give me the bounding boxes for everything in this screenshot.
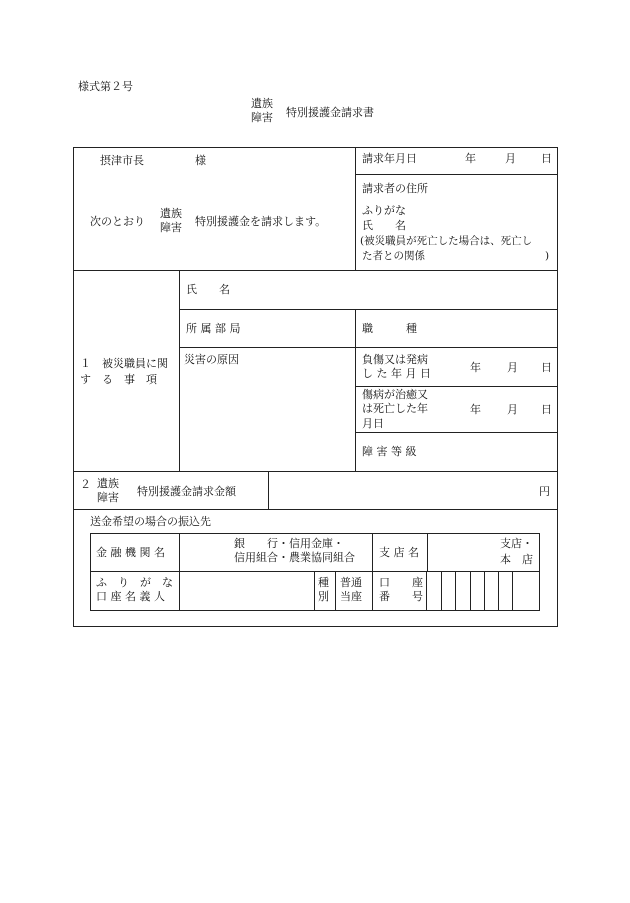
cure-death-month[interactable]: 月 [507,403,518,416]
claim-date-day[interactable]: 日 [541,152,552,165]
request-prefix: 次のとおり [90,215,145,228]
page-title: 特別援護金請求書 [286,106,374,119]
form-number: 様式第２号 [78,80,133,93]
bank-type-options[interactable]: 銀 行・信用金庫・ 信用組合・農業協同組合 [234,537,355,565]
branch-type-2[interactable]: 本 店 [500,553,533,566]
amount-options [97,477,119,506]
claimant-address-label[interactable]: 請求者の住所 [362,182,428,195]
amount-unit[interactable]: 円 [539,485,550,498]
injury-date-label: 負傷又は発病 し た 年 月 日 [362,353,431,381]
request-option-bereaved: 遺族 [160,207,182,220]
disability-grade-label[interactable]: 障 害 等 級 [362,445,417,458]
addressee: 摂津市長 [100,154,144,167]
amount-option-bereaved: 遺族 [97,477,119,490]
claimant-furigana-label[interactable]: ふりがな [362,204,406,217]
injury-date-month[interactable]: 月 [507,361,518,374]
relation-note-line1: (被災職員が死亡した場合は、死亡し [360,235,533,247]
claim-date-label: 請求年月日 [362,152,417,165]
victim-name-label[interactable]: 氏 名 [186,283,230,296]
bank-section-label: 送金希望の場合の振込先 [90,515,211,528]
injury-date-year[interactable]: 年 [470,361,481,374]
account-type-label: 種 別 [318,576,329,604]
request-suffix: 特別援護金を請求します。 [195,215,327,228]
request-option-disability: 障害 [160,221,182,235]
title-options [251,97,273,126]
title-option-bereaved: 遺族 [251,97,273,110]
victim-section-label-1: １ 被災職員に関 [80,357,168,370]
claimant-name-label[interactable]: 氏 名 [362,219,406,232]
amount-option-disability: 障害 [97,491,119,505]
cure-death-year[interactable]: 年 [470,403,481,416]
claim-date-month[interactable]: 月 [505,152,516,165]
claim-date-year[interactable]: 年 [465,152,476,165]
amount-number: ２ [80,478,91,491]
department-label[interactable]: 所 属 部 局 [186,322,241,335]
relation-note-close: ) [545,250,550,262]
amount-label: 特別援護金請求金額 [137,485,236,498]
account-holder-label: ふ り が な 口 座 名 義 人 [96,576,173,604]
request-options [160,207,182,236]
job-label[interactable]: 職 種 [362,322,417,335]
account-number-label: 口 座 番 号 [379,576,423,604]
cure-death-date-label: 傷病が治癒又 は死亡した年 月日 [362,388,428,430]
branch-label: 支 店 名 [379,546,419,559]
injury-date-day[interactable]: 日 [541,361,552,374]
title-option-disability: 障害 [251,111,273,125]
victim-section-label-2: す る 事 項 [80,373,157,386]
cause-label[interactable]: 災害の原因 [184,353,239,366]
cure-death-day[interactable]: 日 [541,403,552,416]
branch-type-1[interactable]: 支店・ [500,537,533,550]
relation-note-line2: た者との関係 [362,250,425,262]
addressee-honorific: 様 [195,154,206,167]
account-type-options[interactable]: 普通 当座 [340,576,362,604]
institution-label: 金 融 機 関 名 [96,546,165,559]
